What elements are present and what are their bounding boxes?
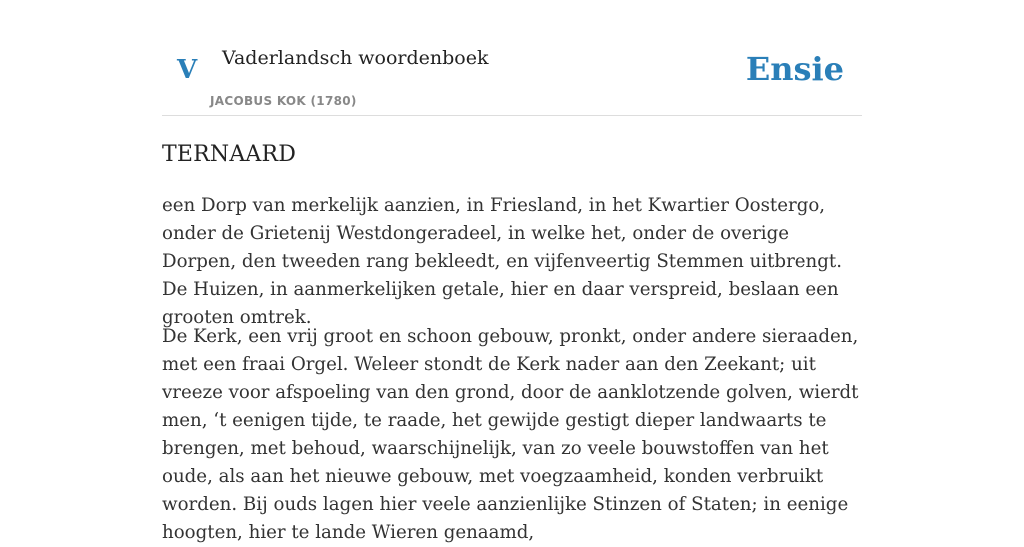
book-author: JACOBUS KOK (1780) bbox=[210, 94, 357, 108]
entry-paragraph: De Kerk, een vrij groot en schoon gebouw, pronkt, onder andere sieraaden, met een fraai Orgel. Weleer stondt de Kerk nader aan den Zeekant; uit vreeze voor afspoeling van den grond, door de aanklotzende golven, wierdt men, ‘t eenigen tijde, te raade, het gewijde gestigt dieper landwaarts te brengen, met behoud, waarschijnelijk, van zo veele bouwstoffen van het oude, als aan het nieuwe gebouw, met voegzaamheid, konden verbruikt worden. Bij ouds lagen hier veele aanzienlijke Stinzen of Staten; in eenige hoogten, hier te lande Wieren genaamd, bbox=[162, 326, 859, 543]
page bbox=[162, 0, 862, 543]
book-logo-icon[interactable]: V bbox=[177, 55, 198, 85]
entry-title: TERNAARD bbox=[162, 142, 297, 167]
book-title[interactable]: Vaderlandsch woordenboek bbox=[222, 47, 489, 69]
header bbox=[162, 0, 862, 116]
brand-logo[interactable]: Ensie bbox=[745, 50, 844, 88]
entry-paragraph: een Dorp van merkelijk aanzien, in Friesland, in het Kwartier Oostergo, onder de Grietenij Westdongeradeel, in welke het, onder de overige Dorpen, den tweeden rang bekleedt, en vijfenveertig Stemmen uitbrengt. De Huizen, in aanmerkelijken getale, hier en daar verspreid, beslaan een grooten omtrek. bbox=[162, 195, 842, 328]
